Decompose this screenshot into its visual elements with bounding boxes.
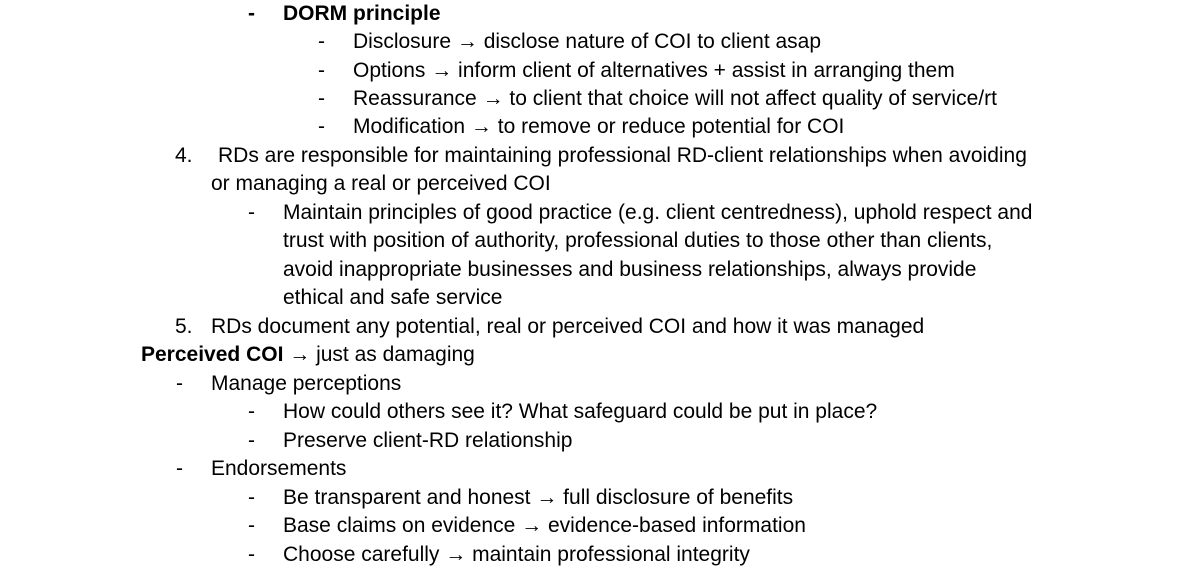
list-item	[353, 113, 844, 141]
dorm-disclosure-text: → disclose nature of COI to client asap	[451, 30, 822, 53]
perceived-coi-heading	[141, 341, 475, 369]
list-item: How could others see it? What safeguard could be put in place?	[283, 400, 878, 423]
endorse-sub3-text: → maintain professional integrity	[439, 543, 750, 566]
dorm-reassurance-term: Reassurance	[353, 87, 477, 110]
list-item: Preserve client-RD relationship	[283, 429, 573, 452]
list-bullet: -	[176, 457, 183, 480]
perceived-coi-term: Perceived COI	[141, 343, 284, 366]
endorse-sub3-term: Choose carefully	[283, 543, 440, 566]
list-item	[353, 28, 821, 56]
list-item	[283, 484, 793, 512]
endorse-sub2-term: Base claims on evidence	[283, 514, 516, 537]
list-number: 4.	[175, 144, 193, 167]
item4-line2: or managing a real or perceived COI	[211, 172, 551, 195]
dorm-options-term: Options	[353, 59, 426, 82]
list-item	[353, 85, 997, 113]
perceived-coi-text: → just as damaging	[283, 343, 475, 366]
list-bullet: -	[318, 115, 325, 138]
list-bullet: -	[248, 543, 255, 566]
item4-line1: RDs are responsible for maintaining professional RD-client relationships when avoiding	[218, 144, 1027, 167]
dorm-modification-text: → to remove or reduce potential for COI	[465, 115, 845, 138]
item4-sub-line4: ethical and safe service	[283, 286, 503, 309]
list-number: 5.	[175, 315, 193, 338]
endorse-sub1-text: → full disclosure of benefits	[530, 486, 794, 509]
dorm-options-text: → inform client of alternatives + assist in arranging them	[425, 59, 955, 82]
list-bullet: -	[176, 372, 183, 395]
manage-perceptions: Manage perceptions	[211, 372, 402, 395]
dorm-heading: DORM principle	[283, 2, 441, 25]
list-item	[353, 57, 955, 85]
list-bullet: -	[318, 30, 325, 53]
list-bullet: -	[248, 400, 255, 423]
item4-sub-line2: trust with position of authority, professional duties to those other than clients,	[283, 229, 993, 252]
item4-sub-line1: Maintain principles of good practice (e.g. client centredness), uphold respect and	[283, 201, 1033, 224]
list-bullet: -	[248, 201, 255, 224]
list-bullet: -	[248, 514, 255, 537]
endorse-sub2-text: → evidence-based information	[515, 514, 806, 537]
list-bullet: -	[248, 2, 255, 25]
endorse-sub1-term: Be transparent and honest	[283, 486, 531, 509]
list-item	[283, 512, 806, 540]
item5-text: RDs document any potential, real or perceived COI and how it was managed	[211, 315, 925, 338]
dorm-modification-term: Modification	[353, 115, 466, 138]
list-bullet: -	[248, 486, 255, 509]
list-item	[283, 541, 750, 569]
list-bullet: -	[318, 87, 325, 110]
list-bullet: -	[248, 429, 255, 452]
item4-sub-line3: avoid inappropriate businesses and business relationships, always provide	[283, 258, 977, 281]
dorm-reassurance-text: → to client that choice will not affect quality of service/rt	[476, 87, 997, 110]
list-bullet: -	[318, 59, 325, 82]
endorsements: Endorsements	[211, 457, 347, 480]
dorm-disclosure-term: Disclosure	[353, 30, 452, 53]
